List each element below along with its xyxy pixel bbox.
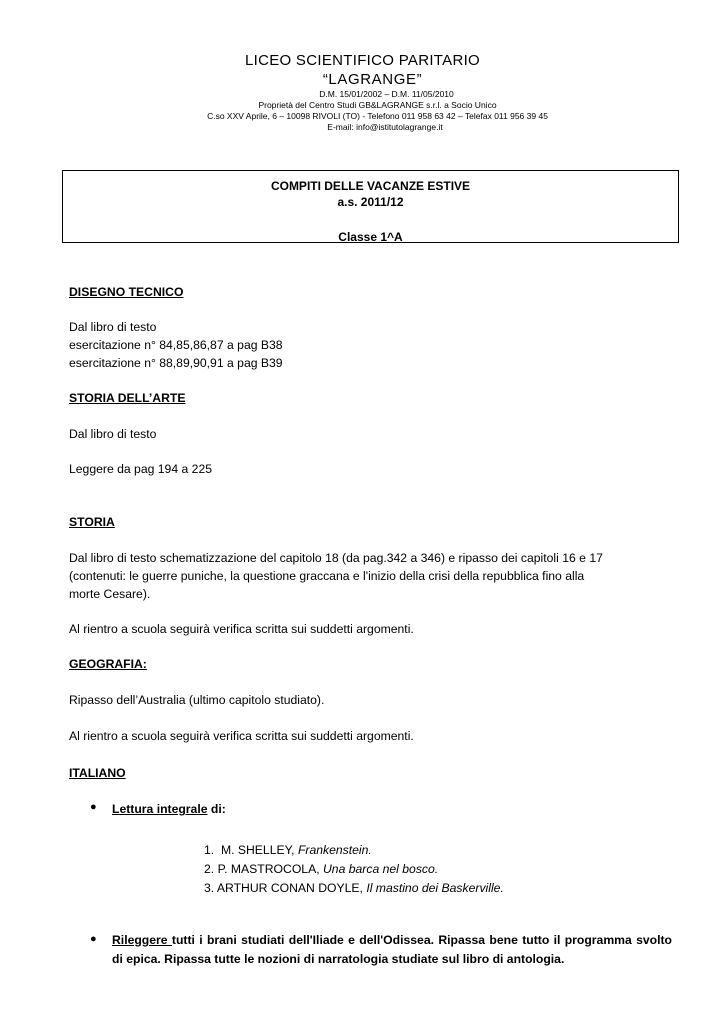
bullet-icon: ●	[90, 933, 97, 945]
book-author: ARTHUR CONAN DOYLE,	[216, 881, 367, 895]
letterhead	[0, 52, 725, 133]
book-title: Frankenstein.	[297, 843, 372, 857]
book-num: 3.	[204, 881, 215, 895]
storia-line-1: Dal libro di testo schematizzazione del capitolo 18 (da pag.342 a 346) e ripasso dei capitoli 16 e 17	[69, 551, 603, 565]
box-year: a.s. 2011/12	[337, 195, 404, 209]
heading-storia-arte: STORIA DELL’ARTE	[69, 391, 186, 405]
box-class: Classe 1^A	[338, 230, 403, 244]
book-author: P. MASTROCOLA,	[217, 862, 323, 876]
storia-note: Al rientro a scuola seguirà verifica scritta sui suddetti argomenti.	[69, 622, 414, 636]
title-box	[62, 170, 679, 243]
book-title: Il mastino dei Baskerville.	[366, 881, 504, 895]
school-subtitle: “LAGRANGE”	[322, 71, 423, 88]
box-title: COMPITI DELLE VACANZE ESTIVE	[270, 179, 471, 193]
heading-geografia: GEOGRAFIA:	[69, 657, 147, 671]
disegno-line-2: esercitazione n° 84,85,86,87 a pag B38	[69, 338, 283, 352]
decree-line: D.M. 15/01/2002 – D.M. 11/05/2010	[319, 89, 454, 99]
rileggere-rest: tutti i brani studiati dell'Iliade e dell'Odissea. Ripassa bene tutto il programma svolto di epica. Ripassa tutte le nozioni di narratologia studiate sul libro di antologia.	[112, 933, 672, 966]
disegno-line-3: esercitazione n° 88,89,90,91 a pag B39	[69, 356, 283, 370]
address-line: C.so XXV Aprile, 6 – 10098 RIVOLI (TO) - Telefono 011 958 63 42 – Telefax 011 956 39 45	[207, 111, 548, 121]
book-author: M. SHELLEY,	[220, 843, 298, 857]
storia-line-3: morte Cesare).	[69, 587, 151, 601]
book-item	[204, 842, 372, 858]
email-line: E-mail: info@istitutolagrange.it	[327, 122, 443, 132]
storia-arte-line-2: Leggere da pag 194 a 225	[69, 462, 212, 476]
lettura-rest: di:	[207, 802, 226, 816]
storia-line-2: (contenuti: le guerre puniche, la questione graccana e l'inizio della crisi della repubblica fino alla	[69, 569, 585, 583]
bullet-lettura	[112, 801, 226, 817]
ownership-line: Proprietà del Centro Studi GB&LAGRANGE s.r.l. a Socio Unico	[258, 100, 497, 110]
book-num: 2.	[204, 862, 215, 876]
book-item	[204, 880, 504, 896]
heading-disegno: DISEGNO TECNICO	[69, 285, 184, 299]
school-name: LICEO SCIENTIFICO PARITARIO	[244, 52, 481, 69]
book-num: 1.	[204, 843, 215, 857]
storia-arte-line-1: Dal libro di testo	[69, 427, 157, 441]
book-item	[204, 861, 438, 877]
geografia-line-1: Ripasso dell’Australia (ultimo capitolo studiato).	[69, 693, 325, 707]
bullet-icon: ●	[90, 801, 97, 813]
heading-storia: STORIA	[69, 515, 115, 529]
disegno-line-1: Dal libro di testo	[69, 320, 157, 334]
bullet-rileggere	[112, 931, 672, 969]
rileggere-label: Rileggere	[112, 933, 172, 947]
lettura-label: Lettura integrale	[112, 802, 208, 816]
geografia-note: Al rientro a scuola seguirà verifica scritta sui suddetti argomenti.	[69, 729, 414, 743]
book-title: Una barca nel bosco.	[323, 862, 439, 876]
heading-italiano: ITALIANO	[69, 766, 126, 780]
